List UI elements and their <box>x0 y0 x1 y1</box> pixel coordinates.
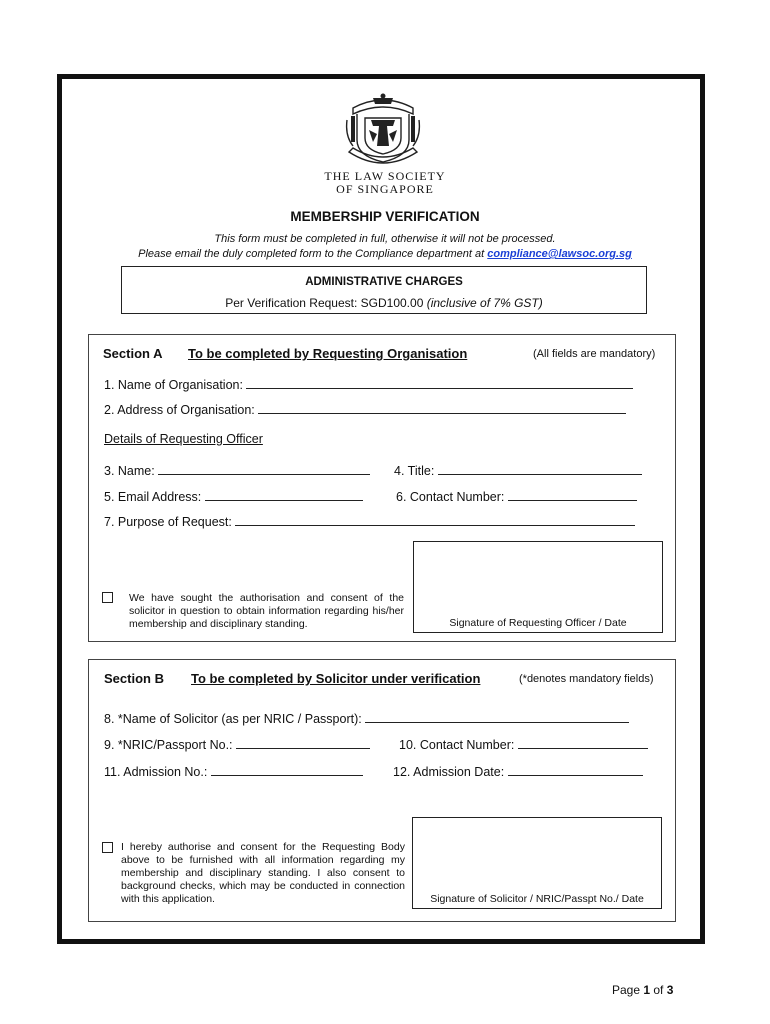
field-label: 5. Email Address: <box>104 490 202 504</box>
field-label: 2. Address of Organisation: <box>104 403 255 417</box>
charges-amount: Per Verification Request: SGD100.00 <box>225 296 427 310</box>
solicitor-name-input[interactable] <box>365 711 629 723</box>
compliance-email-link[interactable]: compliance@lawsoc.org.sg <box>487 248 632 260</box>
page-prefix: Page <box>612 983 644 997</box>
charges-text <box>122 296 646 310</box>
purpose-input[interactable] <box>235 514 635 526</box>
section-b-note: (*denotes mandatory fields) <box>519 673 654 685</box>
page-number <box>612 983 673 997</box>
field-officer-name <box>104 463 370 478</box>
instruction-line-2-text: Please email the duly completed form to the Compliance department at <box>138 248 488 260</box>
field-officer-email <box>104 489 363 504</box>
organisation-name-line2: OF SINGAPORE <box>336 182 434 196</box>
officer-title-input[interactable] <box>438 463 642 475</box>
solicitor-contact-input[interactable] <box>518 737 648 749</box>
field-officer-title <box>394 463 642 478</box>
officer-signature-label: Signature of Requesting Officer / Date <box>449 617 627 629</box>
page-title: MEMBERSHIP VERIFICATION <box>290 209 480 224</box>
organisation-address-input[interactable] <box>258 402 626 414</box>
charges-heading: ADMINISTRATIVE CHARGES <box>305 276 463 288</box>
field-label: 7. Purpose of Request: <box>104 515 232 529</box>
field-solicitor-contact <box>399 737 648 752</box>
officer-signature-box[interactable] <box>413 541 663 633</box>
field-label: 9. *NRIC/Passport No.: <box>104 738 233 752</box>
page-current: 1 <box>643 983 651 997</box>
field-solicitor-name <box>104 711 629 726</box>
admission-no-input[interactable] <box>211 764 363 776</box>
instruction-line-1: This form must be completed in full, otherwise it will not be processed. <box>214 233 556 245</box>
field-label: 12. Admission Date: <box>393 765 505 779</box>
field-admission-no <box>104 764 363 779</box>
field-label: 11. Admission No.: <box>104 765 208 779</box>
field-label: 4. Title: <box>394 464 435 478</box>
field-label: 3. Name: <box>104 464 155 478</box>
organisation-name-line1: THE LAW SOCIETY <box>324 169 446 183</box>
organisation-name-input[interactable] <box>246 377 633 389</box>
law-society-crest-logo <box>343 90 423 168</box>
section-b-label: Section B <box>104 671 164 686</box>
consent-checkbox-a[interactable] <box>102 592 113 603</box>
administrative-charges-box <box>121 266 647 314</box>
field-organisation-address <box>104 402 626 417</box>
section-a-title: To be completed by Requesting Organisation <box>188 346 468 361</box>
officer-name-input[interactable] <box>158 463 370 475</box>
instruction-line-2 <box>90 248 680 260</box>
officer-contact-input[interactable] <box>508 489 637 501</box>
field-label: 8. *Name of Solicitor (as per NRIC / Passport): <box>104 712 362 726</box>
section-a-note: (All fields are mandatory) <box>533 348 656 360</box>
field-admission-date <box>393 764 643 779</box>
nric-input[interactable] <box>236 737 370 749</box>
charges-gst-note: (inclusive of 7% GST) <box>426 296 543 310</box>
field-officer-contact <box>396 489 637 504</box>
page-total: 3 <box>666 983 674 997</box>
field-label: 6. Contact Number: <box>396 490 505 504</box>
consent-text-b: I hereby authorise and consent for the Requesting Body above to be furnished with all information regarding my membership and disciplinary standing. I also consent to background checks, which may be conducted in connection with this application. <box>121 841 405 905</box>
field-organisation-name <box>104 377 633 392</box>
section-a-label: Section A <box>103 346 163 361</box>
consent-text-a: We have sought the authorisation and consent of the solicitor in question to obtain information regarding his/her membership and disciplinary standing. <box>129 592 404 630</box>
page-separator: of <box>650 983 667 997</box>
field-label: 10. Contact Number: <box>399 738 515 752</box>
field-label: 1. Name of Organisation: <box>104 378 243 392</box>
field-purpose <box>104 514 635 529</box>
officer-details-heading: Details of Requesting Officer <box>104 432 263 446</box>
admission-date-input[interactable] <box>508 764 643 776</box>
officer-email-input[interactable] <box>205 489 363 501</box>
consent-checkbox-b[interactable] <box>102 842 113 853</box>
section-b-title: To be completed by Solicitor under verification <box>191 671 481 686</box>
solicitor-signature-box[interactable] <box>412 817 662 909</box>
field-nric <box>104 737 370 752</box>
solicitor-signature-label: Signature of Solicitor / NRIC/Passpt No./ Date <box>430 893 644 905</box>
